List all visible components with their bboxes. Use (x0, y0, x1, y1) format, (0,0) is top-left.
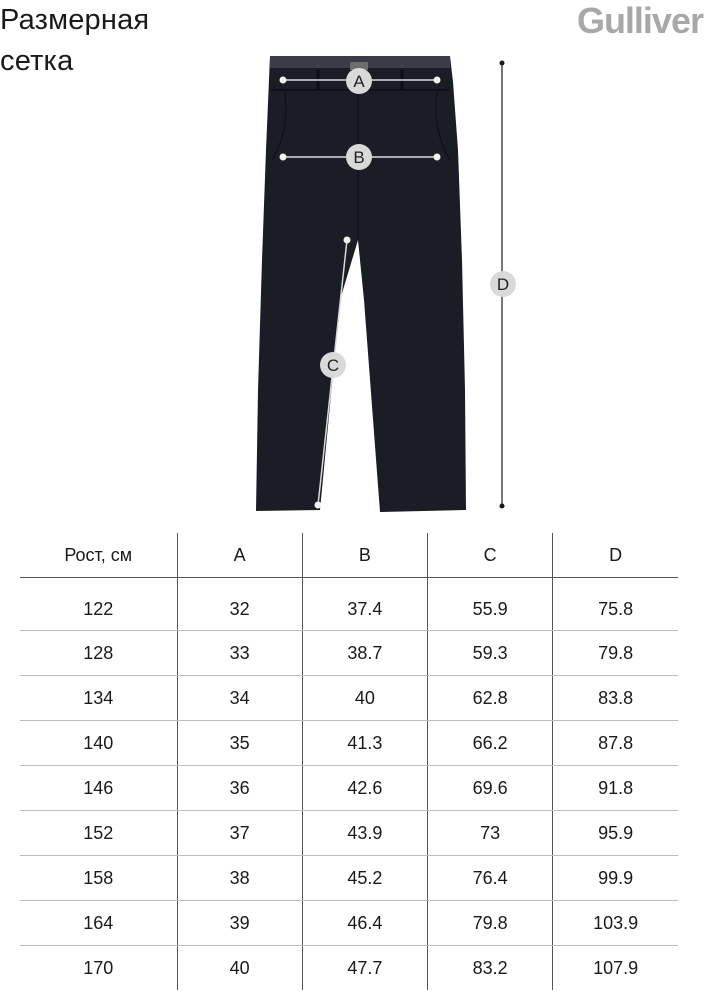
measure-endpoint (344, 237, 351, 244)
cell-c: 66.2 (428, 721, 553, 766)
cell-height: 122 (20, 578, 177, 631)
header-height: Рост, см (20, 533, 177, 578)
cell-c: 69.6 (428, 766, 553, 811)
label-a: A (353, 72, 365, 91)
measure-endpoint (280, 154, 287, 161)
cell-c: 62.8 (428, 676, 553, 721)
cell-a: 38 (177, 856, 302, 901)
label-c: C (326, 356, 340, 375)
cell-height: 164 (20, 901, 177, 946)
cell-a: 33 (177, 631, 302, 676)
table-row (20, 946, 678, 991)
cell-c: 73 (428, 811, 553, 856)
cell-height: 146 (20, 766, 177, 811)
table-row (20, 578, 678, 631)
cell-b: 41.3 (302, 721, 427, 766)
table-row (20, 631, 678, 676)
trousers-body (256, 56, 466, 512)
measurement-d (490, 61, 516, 509)
cell-b: 46.4 (302, 901, 427, 946)
cell-b: 38.7 (302, 631, 427, 676)
cell-b: 42.6 (302, 766, 427, 811)
label-b: B (353, 148, 365, 167)
cell-a: 32 (177, 578, 302, 631)
table-row (20, 766, 678, 811)
cell-a: 39 (177, 901, 302, 946)
trousers-image (256, 56, 466, 512)
cell-height: 158 (20, 856, 177, 901)
table-row (20, 721, 678, 766)
header-c: C (428, 533, 553, 578)
header-a: A (177, 533, 302, 578)
measure-endpoint (434, 154, 441, 161)
table-row (20, 811, 678, 856)
cell-d: 87.8 (553, 721, 678, 766)
measure-endpoint (280, 77, 287, 84)
cell-height: 134 (20, 676, 177, 721)
table-row (20, 901, 678, 946)
cell-b: 45.2 (302, 856, 427, 901)
brand-logo: Gulliver (576, 0, 703, 41)
cell-b: 37.4 (302, 578, 427, 631)
header-b: B (302, 533, 427, 578)
measure-endpoint (434, 77, 441, 84)
cell-d: 95.9 (553, 811, 678, 856)
measure-endpoint (500, 61, 505, 66)
cell-b: 47.7 (302, 946, 427, 991)
measure-endpoint (315, 502, 322, 509)
title-line-2: сетка (0, 45, 74, 77)
cell-height: 128 (20, 631, 177, 676)
cell-d: 99.9 (553, 856, 678, 901)
cell-a: 36 (177, 766, 302, 811)
cell-height: 140 (20, 721, 177, 766)
cell-d: 79.8 (553, 631, 678, 676)
table-row (20, 856, 678, 901)
cell-a: 40 (177, 946, 302, 991)
title-line-1: Размерная (0, 4, 150, 36)
cell-d: 75.8 (553, 578, 678, 631)
cell-height: 152 (20, 811, 177, 856)
cell-c: 55.9 (428, 578, 553, 631)
cell-a: 34 (177, 676, 302, 721)
cell-c: 59.3 (428, 631, 553, 676)
cell-b: 40 (302, 676, 427, 721)
size-table (20, 533, 678, 990)
cell-b: 43.9 (302, 811, 427, 856)
cell-a: 35 (177, 721, 302, 766)
cell-d: 103.9 (553, 901, 678, 946)
cell-height: 170 (83, 957, 114, 978)
cell-d: 83.8 (553, 676, 678, 721)
cell-d: 107.9 (553, 946, 678, 991)
cell-d: 91.8 (553, 766, 678, 811)
cell-c: 79.8 (428, 901, 553, 946)
cell-a: 37 (177, 811, 302, 856)
label-d: D (496, 275, 510, 294)
cell-c: 76.4 (428, 856, 553, 901)
header-d: D (553, 533, 678, 578)
table-row (20, 676, 678, 721)
table-header-row (20, 533, 678, 578)
measure-endpoint (500, 504, 505, 509)
cell-c: 83.2 (428, 946, 553, 991)
